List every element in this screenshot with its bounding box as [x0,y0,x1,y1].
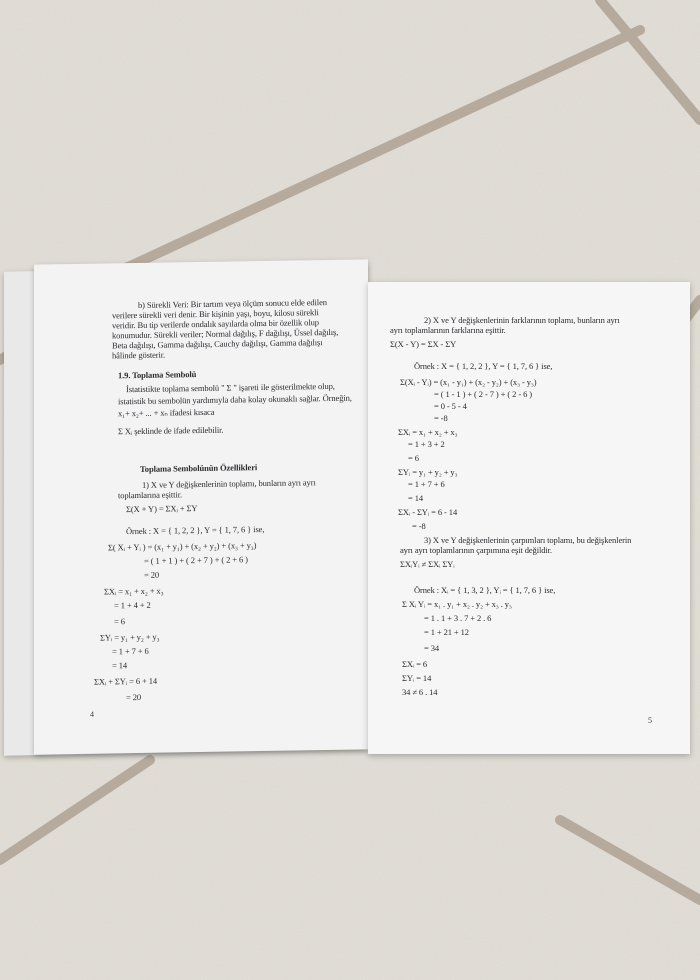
formula: = 14 [408,493,424,503]
text-line: 1) X ve Y değişkenlerinin toplamı, bunların ayrı ayrı [142,477,316,490]
formula: = -8 [412,521,426,531]
text-line: Σ Xᵢ şeklinde de ifade edilebilir. [118,424,224,437]
formula: ΣYᵢ = y₁ + y₂ + y₃ [398,467,458,477]
section-heading: 1.9. Toplama Sembolü [118,369,197,381]
text-line: Örnek : Xᵢ = { 1, 3, 2 }, Yᵢ = { 1, 7, 6 } ise, [414,585,556,595]
text-line: 2) X ve Y değişkenlerinin farklarının toplamı, bunların ayrı [424,315,620,325]
formula: = 0 - 5 - 4 [434,401,467,411]
text-line: x₁+ x₂+ ... + xₙ ifadesi kısaca [118,406,215,419]
text-line: ayrı toplamlarının farklarına eşittir. [390,325,506,335]
text-line: Beta dağılışı, Gamma dağılışı, Cauchy dağılışı, Gamma dağılışı [112,337,323,351]
formula: ΣYᵢ = 14 [402,673,432,683]
formula: = 20 [144,569,160,580]
page-number: 5 [648,716,652,725]
text-line: hâlinde gösterir. [112,349,166,361]
formula: = 1 + 7 + 6 [112,645,149,657]
formula: = 6 [114,616,125,627]
text-line: veridir. Bu tip verilerde ondalık sayılarda olma bir özellik olup [112,317,319,331]
formula: = ( 1 - 1 ) + ( 2 - 7 ) + ( 2 - 6 ) [434,389,532,399]
text-line: ayrı ayrı toplamlarının çarpımına eşit değildir. [400,545,552,555]
left-page [34,259,368,754]
formula: ΣXᵢ = 6 [402,659,428,669]
text-line: verilere sürekli veri denir. Bir kişinin yaşı, boyu, kilosu sürekli [112,307,319,321]
text-line: İstatistikte toplama sembolü " Σ " işareti ile gösterilmekte olup, [126,380,335,395]
formula: ΣXᵢ - ΣYᵢ = 6 - 14 [398,507,458,517]
formula: ΣXᵢ + ΣYᵢ = 6 + 14 [94,675,158,687]
right-page [368,282,690,754]
formula: Σ(Xᵢ - Yᵢ) = (x₁ - y₁) + (x₂ - y₂) + (x₃ - y₃) [400,377,537,387]
formula: = 6 [408,453,419,463]
section-heading: Toplama Sembolünün Özellikleri [140,462,258,474]
formula: Σ( Xᵢ + Yᵢ ) = (x₁ + y₁) + (x₂ + y₂) + (x₃ + y₃) [108,540,257,553]
formula: 34 ≠ 6 . 14 [402,687,438,697]
formula: = -8 [434,413,448,423]
formula: = ( 1 + 1 ) + ( 2 + 7 ) + ( 2 + 6 ) [144,554,248,566]
formula: Σ(X + Y) = ΣXᵢ + ΣY [126,503,198,515]
formula: ΣXᵢ = x₁ + x₂ + x₃ [398,427,458,437]
text-line: konumudur. Sürekli veriler; Normal dağılış, F dağılışı, Üssel dağılış, [112,326,339,341]
formula: Σ Xᵢ Yᵢ = x₁ . y₁ + x₂ . y₂ + x₃ . y₃ [402,599,512,609]
formula: = 1 + 7 + 6 [408,479,445,489]
formula: ΣYᵢ = y₁ + y₂ + y₃ [100,631,160,643]
text-line: Örnek : X = { 1, 2, 2 }, Y = { 1, 7, 6 } ise, [414,361,553,371]
text-line: 3) X ve Y değişkenlerinin çarpımları toplamı, bu değişkenlerin [424,535,632,545]
text-line: b) Sürekli Veri: Bir tartım veya ölçüm sonucu elde edilen [138,297,327,310]
formula: = 1 + 3 + 2 [408,439,445,449]
text-line: toplamlarına eşittir. [118,489,182,501]
text-line: istatistik bu sembolün yardımıyla daha kolay okunaklı sağlar. Örneğin, [118,392,352,407]
formula: = 1 + 4 + 2 [114,599,151,611]
formula: = 34 [424,643,440,653]
formula: = 20 [126,691,142,703]
page-number: 4 [90,709,94,719]
formula: ΣXᵢYᵢ ≠ ΣXᵢ ΣYᵢ [400,559,455,569]
formula: = 14 [112,660,128,671]
formula: ΣXᵢ = x₁ + x₂ + x₃ [104,585,164,597]
formula: = 1 + 21 + 12 [424,627,469,637]
formula: = 1 . 1 + 3 . 7 + 2 . 6 [424,613,492,623]
formula: Σ(X - Y) = ΣX - ΣY [390,339,457,349]
text-line: Örnek : X = { 1, 2, 2 }, Y = { 1, 7, 6 } ise, [126,524,265,537]
